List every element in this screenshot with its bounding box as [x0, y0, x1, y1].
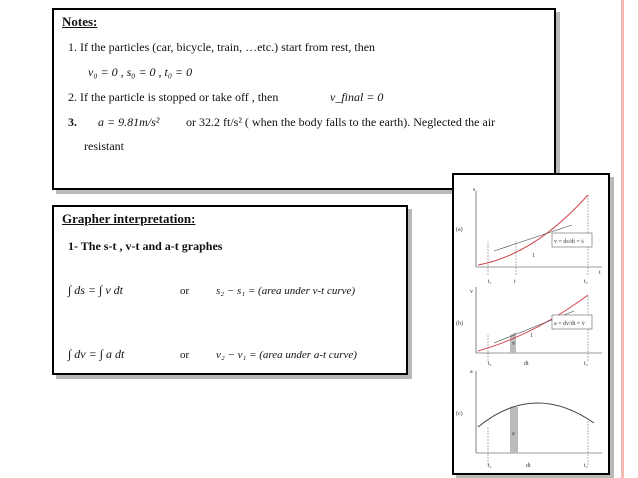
graph-b-v-axis-label: v	[470, 289, 473, 295]
graph-c-a-axis-label: a	[470, 369, 473, 375]
notes-item-3-text: or 32.2 ft/s² ( when the body falls to the earth). Neglected the air	[186, 115, 496, 129]
graph-c	[456, 369, 602, 469]
notes-item-3-equation: a = 9.81m/s²	[98, 115, 160, 129]
grapher-subheading: 1- The s-t , v-t and a-t graphes	[68, 239, 223, 253]
graph-a-t: t	[514, 279, 516, 285]
notes-item-3-number: 3.	[68, 115, 77, 129]
graph-c-curve	[478, 403, 594, 427]
or-label-1: or	[180, 285, 190, 297]
graph-b-dt: dt	[524, 361, 529, 367]
notes-heading: Notes:	[62, 14, 98, 29]
graph-c-t1: t₁	[488, 463, 492, 469]
slide-rail	[621, 0, 624, 478]
integral-equation-2: ∫ dv = ∫ a dt	[68, 347, 125, 361]
grapher-heading: Grapher interpretation:	[62, 211, 196, 226]
graph-b-t1: t₁	[488, 361, 492, 367]
notes-item-2-equation: v_final = 0	[330, 90, 384, 104]
notes-box	[52, 8, 556, 190]
graph-c-area-strip	[510, 407, 518, 453]
graph-c-t2: t₂	[584, 463, 588, 469]
graph-c-dt: dt	[526, 463, 531, 469]
notes-item-3-continued: resistant	[84, 139, 124, 153]
notes-item-1: 1. If the particles (car, bicycle, train, …etc.) start from rest, then	[68, 40, 376, 54]
graph-a-one: 1	[532, 253, 535, 259]
notes-item-1-equation: v₀ = 0 , s₀ = 0 , t₀ = 0	[88, 65, 193, 79]
graph-b-t2: t₂	[584, 361, 588, 367]
graph-a-label: (a)	[456, 227, 463, 233]
graph-b-label: (b)	[456, 321, 463, 327]
graph-a-s-axis-label: s	[473, 187, 476, 193]
graph-a-slope-text: v = ds/dt = ṡ	[554, 239, 584, 245]
figures-box	[452, 173, 610, 475]
area-equation-1: s₂ − s₁ = (area under v-t curve)	[216, 285, 356, 297]
graph-a-t-axis-label: t	[599, 270, 601, 276]
graph-a	[456, 187, 602, 285]
graph-c-label: (c)	[456, 411, 463, 417]
graph-a-t2: t₂	[584, 279, 588, 285]
graph-a-t1: t₁	[488, 279, 492, 285]
motion-graphs	[454, 175, 608, 473]
grapher-box	[52, 205, 408, 375]
graph-b	[456, 287, 602, 367]
graph-b-slope-text: a = dv/dt = v̇	[554, 321, 585, 327]
area-equation-2: v₂ − v₁ = (area under a-t curve)	[216, 349, 357, 361]
or-label-2: or	[180, 349, 190, 361]
integral-equation-1: ∫ ds = ∫ v dt	[68, 283, 124, 297]
graph-c-a: a	[512, 431, 515, 437]
graph-b-one: 1	[530, 333, 533, 339]
notes-item-2: 2. If the particle is stopped or take off , then	[68, 90, 279, 104]
graph-b-v: v	[512, 341, 515, 347]
